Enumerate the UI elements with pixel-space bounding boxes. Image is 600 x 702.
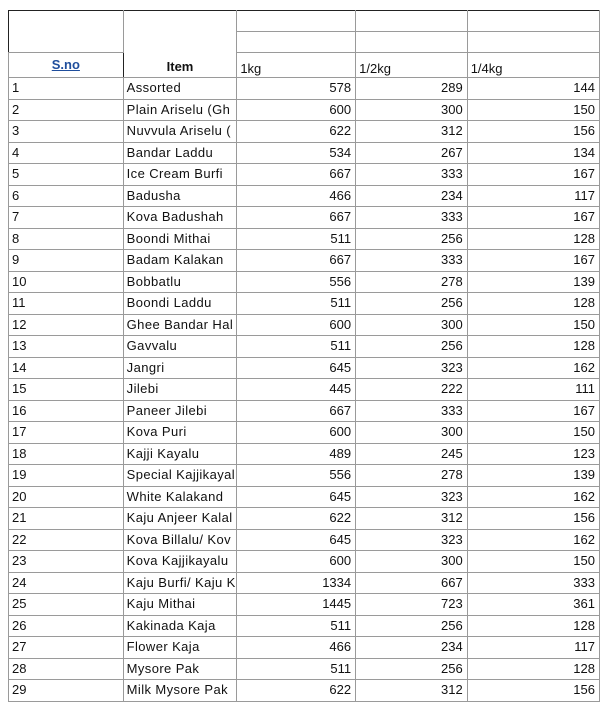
blank-cell [237, 32, 356, 53]
sno-cell[interactable]: 20 [9, 486, 124, 508]
item-name-cell[interactable]: Jangri [123, 357, 237, 379]
price-quarter-kg-cell[interactable]: 139 [467, 465, 599, 487]
sno-cell[interactable]: 15 [9, 379, 124, 401]
item-name-cell[interactable]: Kova Puri [123, 422, 237, 444]
price-half-kg-cell[interactable]: 256 [356, 658, 468, 680]
sno-cell[interactable]: 8 [9, 228, 124, 250]
item-name-cell[interactable]: Badusha [123, 185, 237, 207]
price-quarter-kg-cell[interactable]: 111 [467, 379, 599, 401]
price-1kg-cell[interactable]: 511 [237, 336, 356, 358]
weight-half-kg-header[interactable]: 1/2kg [356, 53, 468, 78]
blank-cell [356, 11, 468, 32]
table-row [9, 615, 600, 637]
sno-cell[interactable]: 22 [9, 529, 124, 551]
sno-cell[interactable]: 25 [9, 594, 124, 616]
price-quarter-kg-cell[interactable]: 128 [467, 228, 599, 250]
sno-cell[interactable]: 12 [9, 314, 124, 336]
blank-cell [9, 11, 124, 53]
item-name-cell[interactable]: Kakinada Kaja [123, 615, 237, 637]
item-name-cell[interactable]: Kajji Kayalu [123, 443, 237, 465]
price-quarter-kg-cell[interactable]: 117 [467, 637, 599, 659]
blank-cell [467, 32, 599, 53]
price-quarter-kg-cell[interactable]: 156 [467, 508, 599, 530]
price-quarter-kg-cell[interactable]: 139 [467, 271, 599, 293]
price-half-kg-cell[interactable]: 300 [356, 551, 468, 573]
price-quarter-kg-cell[interactable]: 144 [467, 78, 599, 100]
price-half-kg-cell[interactable]: 234 [356, 637, 468, 659]
sno-cell[interactable]: 17 [9, 422, 124, 444]
table-row [9, 357, 600, 379]
table-row [9, 250, 600, 272]
price-quarter-kg-cell[interactable]: 123 [467, 443, 599, 465]
table-row [9, 271, 600, 293]
sno-cell[interactable]: 18 [9, 443, 124, 465]
price-quarter-kg-cell[interactable]: 128 [467, 293, 599, 315]
price-1kg-cell[interactable]: 511 [237, 658, 356, 680]
price-quarter-kg-cell[interactable]: 167 [467, 164, 599, 186]
sno-cell[interactable]: 1 [9, 78, 124, 100]
item-name-cell[interactable]: Ice Cream Burfi [123, 164, 237, 186]
table-row [9, 99, 600, 121]
table-row [9, 400, 600, 422]
item-name-cell[interactable]: Kaju Burfi/ Kaju K [123, 572, 237, 594]
price-quarter-kg-cell[interactable]: 167 [467, 207, 599, 229]
sno-cell[interactable]: 16 [9, 400, 124, 422]
price-quarter-kg-cell[interactable]: 128 [467, 658, 599, 680]
price-1kg-cell[interactable]: 667 [237, 250, 356, 272]
price-1kg-cell[interactable]: 466 [237, 185, 356, 207]
item-name-cell[interactable]: Jilebi [123, 379, 237, 401]
price-quarter-kg-cell[interactable]: 333 [467, 572, 599, 594]
price-sheet [8, 10, 600, 702]
item-name-cell[interactable]: Boondi Laddu [123, 293, 237, 315]
weight-quarter-kg-header[interactable]: 1/4kg [467, 53, 599, 78]
sno-cell[interactable]: 9 [9, 250, 124, 272]
item-name-cell[interactable]: Boondi Mithai [123, 228, 237, 250]
price-quarter-kg-cell[interactable]: 117 [467, 185, 599, 207]
item-name-cell[interactable]: Gavvalu [123, 336, 237, 358]
price-1kg-cell[interactable]: 622 [237, 680, 356, 702]
price-half-kg-cell[interactable]: 256 [356, 336, 468, 358]
price-half-kg-cell[interactable]: 723 [356, 594, 468, 616]
price-half-kg-cell[interactable]: 300 [356, 99, 468, 121]
price-1kg-cell[interactable]: 511 [237, 228, 356, 250]
sno-cell[interactable]: 10 [9, 271, 124, 293]
table-row [9, 572, 600, 594]
price-1kg-cell[interactable]: 667 [237, 400, 356, 422]
item-name-cell[interactable]: Nuvvula Ariselu ( [123, 121, 237, 143]
sno-cell[interactable]: 21 [9, 508, 124, 530]
price-table [8, 10, 600, 702]
blank-cell [237, 11, 356, 32]
price-half-kg-cell[interactable]: 245 [356, 443, 468, 465]
sno-cell[interactable]: 11 [9, 293, 124, 315]
price-quarter-kg-cell[interactable]: 162 [467, 357, 599, 379]
price-quarter-kg-cell[interactable]: 134 [467, 142, 599, 164]
price-1kg-cell[interactable]: 578 [237, 78, 356, 100]
blank-header-row [9, 11, 600, 32]
sno-cell[interactable]: 27 [9, 637, 124, 659]
price-quarter-kg-cell[interactable]: 162 [467, 529, 599, 551]
price-quarter-kg-cell[interactable]: 128 [467, 615, 599, 637]
sno-cell[interactable]: 14 [9, 357, 124, 379]
price-quarter-kg-cell[interactable]: 162 [467, 486, 599, 508]
price-1kg-cell[interactable]: 600 [237, 422, 356, 444]
table-row [9, 164, 600, 186]
item-name-cell[interactable]: Milk Mysore Pak [123, 680, 237, 702]
weight-1kg-header[interactable]: 1kg [237, 53, 356, 78]
table-row [9, 551, 600, 573]
price-half-kg-cell[interactable]: 312 [356, 680, 468, 702]
table-row [9, 336, 600, 358]
price-1kg-cell[interactable]: 600 [237, 314, 356, 336]
price-1kg-cell[interactable]: 489 [237, 443, 356, 465]
price-1kg-cell[interactable]: 667 [237, 207, 356, 229]
table-row [9, 293, 600, 315]
price-quarter-kg-cell[interactable]: 150 [467, 314, 599, 336]
price-half-kg-cell[interactable]: 256 [356, 228, 468, 250]
item-name-cell[interactable]: Kova Badushah [123, 207, 237, 229]
table-row [9, 185, 600, 207]
sno-cell[interactable]: 6 [9, 185, 124, 207]
item-name-cell[interactable]: White Kalakand [123, 486, 237, 508]
sno-cell[interactable]: 26 [9, 615, 124, 637]
price-1kg-cell[interactable]: 645 [237, 529, 356, 551]
sno-cell[interactable]: 7 [9, 207, 124, 229]
sno-cell[interactable]: 5 [9, 164, 124, 186]
table-row [9, 121, 600, 143]
price-quarter-kg-cell[interactable]: 150 [467, 422, 599, 444]
price-half-kg-cell[interactable]: 278 [356, 465, 468, 487]
price-1kg-cell[interactable]: 645 [237, 486, 356, 508]
table-row [9, 78, 600, 100]
table-row [9, 443, 600, 465]
item-name-cell[interactable]: Kova Billalu/ Kov [123, 529, 237, 551]
table-row [9, 422, 600, 444]
item-name-cell[interactable]: Badam Kalakan [123, 250, 237, 272]
table-row [9, 379, 600, 401]
sno-cell[interactable]: 2 [9, 99, 124, 121]
price-quarter-kg-cell[interactable]: 150 [467, 551, 599, 573]
price-half-kg-cell[interactable]: 323 [356, 357, 468, 379]
price-quarter-kg-cell[interactable]: 128 [467, 336, 599, 358]
sno-header[interactable]: S.no [9, 53, 124, 78]
price-quarter-kg-cell[interactable]: 167 [467, 400, 599, 422]
sno-cell[interactable]: 13 [9, 336, 124, 358]
table-row [9, 594, 600, 616]
item-name-cell[interactable]: Assorted [123, 78, 237, 100]
item-name-cell[interactable]: Paneer Jilebi [123, 400, 237, 422]
item-name-cell[interactable]: Bobbatlu [123, 271, 237, 293]
price-half-kg-cell[interactable]: 333 [356, 207, 468, 229]
price-1kg-cell[interactable]: 534 [237, 142, 356, 164]
price-half-kg-cell[interactable]: 234 [356, 185, 468, 207]
table-row [9, 680, 600, 702]
price-half-kg-cell[interactable]: 289 [356, 78, 468, 100]
item-header-cell[interactable] [123, 11, 237, 78]
table-row [9, 637, 600, 659]
price-1kg-cell[interactable]: 667 [237, 164, 356, 186]
price-half-kg-cell[interactable]: 300 [356, 422, 468, 444]
item-name-cell[interactable]: Kova Kajjikayalu [123, 551, 237, 573]
price-1kg-cell[interactable]: 1445 [237, 594, 356, 616]
price-1kg-cell[interactable]: 466 [237, 637, 356, 659]
price-1kg-cell[interactable]: 511 [237, 615, 356, 637]
price-1kg-cell[interactable]: 511 [237, 293, 356, 315]
price-half-kg-cell[interactable]: 333 [356, 164, 468, 186]
price-half-kg-cell[interactable]: 667 [356, 572, 468, 594]
item-name-cell[interactable]: Bandar Laddu [123, 142, 237, 164]
sno-cell[interactable]: 28 [9, 658, 124, 680]
table-row [9, 465, 600, 487]
table-row [9, 207, 600, 229]
item-name-cell[interactable]: Mysore Pak [123, 658, 237, 680]
price-1kg-cell[interactable]: 445 [237, 379, 356, 401]
table-row [9, 228, 600, 250]
price-1kg-cell[interactable]: 622 [237, 121, 356, 143]
price-half-kg-cell[interactable]: 300 [356, 314, 468, 336]
price-1kg-cell[interactable]: 600 [237, 551, 356, 573]
table-row [9, 486, 600, 508]
price-quarter-kg-cell[interactable]: 361 [467, 594, 599, 616]
price-half-kg-cell[interactable]: 333 [356, 250, 468, 272]
item-name-cell[interactable]: Kaju Anjeer Kalal [123, 508, 237, 530]
price-half-kg-cell[interactable]: 323 [356, 529, 468, 551]
blank-cell [356, 32, 468, 53]
item-name-cell[interactable]: Flower Kaja [123, 637, 237, 659]
price-quarter-kg-cell[interactable]: 156 [467, 121, 599, 143]
item-name-cell[interactable]: Plain Ariselu (Gh [123, 99, 237, 121]
blank-cell [467, 11, 599, 32]
item-name-cell[interactable]: Kaju Mithai [123, 594, 237, 616]
table-row [9, 314, 600, 336]
column-header-row [9, 53, 600, 78]
table-row [9, 529, 600, 551]
price-half-kg-cell[interactable]: 222 [356, 379, 468, 401]
table-row [9, 658, 600, 680]
item-header: Item [166, 59, 194, 74]
table-row [9, 508, 600, 530]
item-name-cell[interactable]: Ghee Bandar Hal [123, 314, 237, 336]
price-half-kg-cell[interactable]: 256 [356, 615, 468, 637]
sno-cell[interactable]: 23 [9, 551, 124, 573]
price-1kg-cell[interactable]: 622 [237, 508, 356, 530]
sno-cell[interactable]: 24 [9, 572, 124, 594]
price-half-kg-cell[interactable]: 267 [356, 142, 468, 164]
price-half-kg-cell[interactable]: 278 [356, 271, 468, 293]
price-quarter-kg-cell[interactable]: 156 [467, 680, 599, 702]
item-name-cell[interactable]: Special Kajjikayal [123, 465, 237, 487]
sno-cell[interactable]: 4 [9, 142, 124, 164]
price-half-kg-cell[interactable]: 256 [356, 293, 468, 315]
table-row [9, 142, 600, 164]
price-1kg-cell[interactable]: 645 [237, 357, 356, 379]
price-half-kg-cell[interactable]: 312 [356, 121, 468, 143]
price-half-kg-cell[interactable]: 312 [356, 508, 468, 530]
sno-cell[interactable]: 29 [9, 680, 124, 702]
price-1kg-cell[interactable]: 1334 [237, 572, 356, 594]
price-1kg-cell[interactable]: 600 [237, 99, 356, 121]
price-half-kg-cell[interactable]: 333 [356, 400, 468, 422]
sno-cell[interactable]: 3 [9, 121, 124, 143]
sno-cell[interactable]: 19 [9, 465, 124, 487]
price-1kg-cell[interactable]: 556 [237, 271, 356, 293]
price-1kg-cell[interactable]: 556 [237, 465, 356, 487]
price-half-kg-cell[interactable]: 323 [356, 486, 468, 508]
price-quarter-kg-cell[interactable]: 150 [467, 99, 599, 121]
price-quarter-kg-cell[interactable]: 167 [467, 250, 599, 272]
